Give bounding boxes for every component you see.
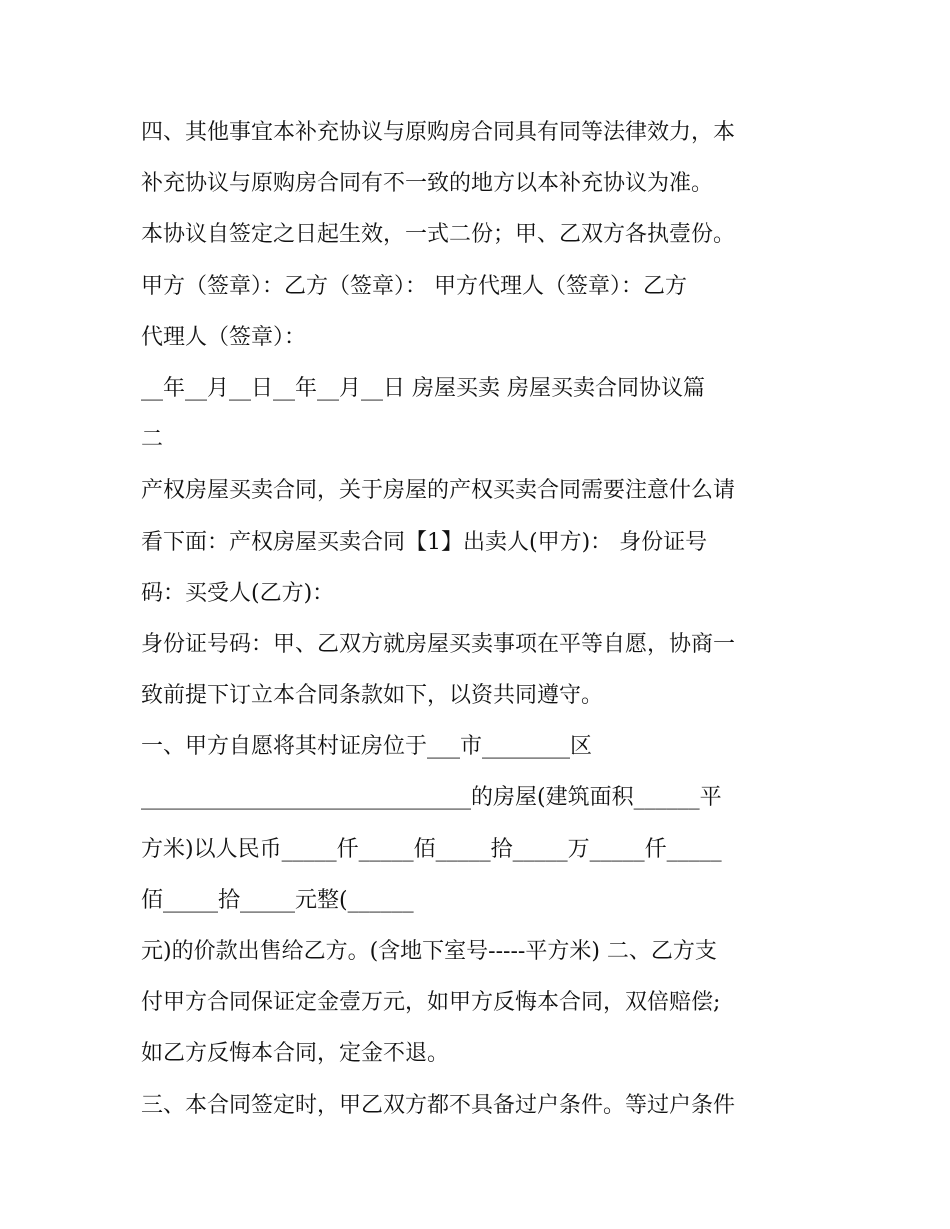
text-line: 方米)以人民币_____仟_____佰_____拾_____万_____仟_____ <box>141 836 722 862</box>
text-line: 佰_____拾_____元整(______ <box>141 887 414 913</box>
text-line: 二 <box>141 427 164 453</box>
text-line: 码：买受人(乙方)： <box>141 580 335 606</box>
text-line: 身份证号码：甲、乙双方就房屋买卖事项在平等自愿，协商一 <box>141 631 736 657</box>
text-line: 代理人（签章）： <box>141 324 307 350</box>
document-body <box>141 107 831 1131</box>
text-line: 一、甲方自愿将其村证房位于___市________区 <box>141 734 593 760</box>
text-line: __年__月__日__年__月__日 房屋买卖 房屋买卖合同协议篇 <box>141 375 705 401</box>
text-line: 本协议自签定之日起生效，一式二份；甲、乙双方各执壹份。 <box>141 222 736 248</box>
text-line: 补充协议与原购房合同有不一致的地方以本补充协议为准。 <box>141 171 714 197</box>
text-line: 产权房屋买卖合同，关于房屋的产权买卖合同需要注意什么请 <box>141 478 736 504</box>
text-line: 元)的价款出售给乙方。(含地下室号-----平方米) 二、乙方支 <box>141 939 717 964</box>
text-line: 如乙方反悔本合同，定金不退。 <box>141 1041 450 1067</box>
text-line: 四、其他事宜本补充协议与原购房合同具有同等法律效力，本 <box>141 120 736 145</box>
text-line: 甲方（签章）：乙方（签章）： 甲方代理人（签章）：乙方 <box>141 273 687 299</box>
text-line: 看下面：产权房屋买卖合同【1】出卖人(甲方)： 身份证号 <box>141 529 708 555</box>
text-line: 三、本合同签定时，甲乙双方都不具备过户条件。等过户条件 <box>141 1092 736 1118</box>
text-line: 致前提下订立本合同条款如下，以资共同遵守。 <box>141 683 604 709</box>
text-line: 付甲方合同保证定金壹万元，如甲方反悔本合同，双倍赔偿; <box>141 990 721 1016</box>
text-line: ______________________________的房屋(建筑面积______平 <box>141 785 722 811</box>
